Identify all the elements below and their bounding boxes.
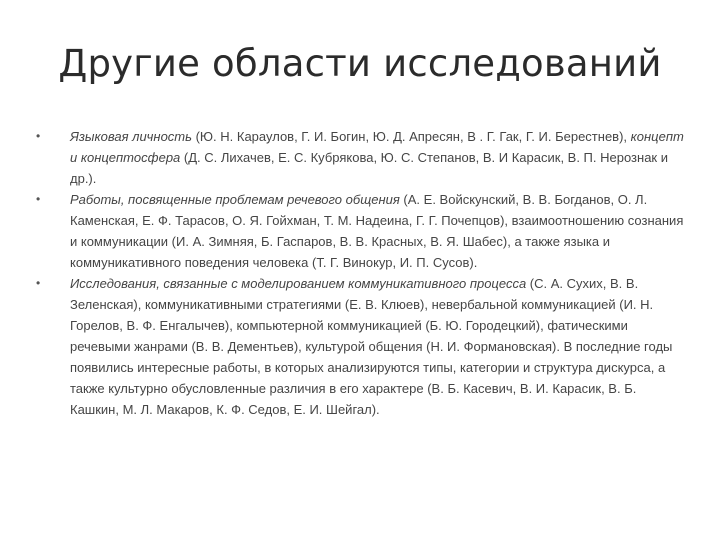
bullet-1-term-2: концепт и концептосфера — [70, 129, 684, 165]
bullet-item-1 — [36, 126, 686, 189]
bullet-item-2 — [36, 189, 686, 273]
bullet-list — [36, 126, 686, 420]
bullet-1-text-2: (Д. С. Лихачев, Е. С. Кубрякова, Ю. С. Степанов, В. И Карасик, В. П. Нерознак и др.). — [70, 150, 668, 186]
bullet-3-term-1: Исследования, связанные с моделированием коммуникативного процесса — [70, 276, 527, 291]
bullet-item-3 — [36, 273, 686, 420]
bullet-marker: • — [36, 129, 41, 143]
bullet-3-text-1: (С. А. Сухих, В. В. Зеленская), коммуникативными стратегиями (Е. В. Клюев), невербальной коммуникацией (И. Н. Горелов, В. Ф. Енгалычев), компьютерной коммуникацией (Б. Ю. Городецкий), фатическими речевыми жанрами (В. В. Дементьев), культурой общения (Н. И. Формановская). В последние годы появились интересные работы, в которых анализируются типы, категории и структура дискурса, а также культурно обусловленные различия в его характере (В. Б. Касевич, В. И. Карасик, В. Б. Кашкин, М. Л. Макаров, К. Ф. Седов, Е. И. Шейгал). — [70, 276, 673, 417]
bullet-marker: • — [36, 276, 41, 290]
bullet-2-text-1: (А. Е. Войскунский, В. В. Богданов, О. Л. Каменская, Е. Ф. Тарасов, О. Я. Гойхман, Т. М. Надеина, Г. Г. Почепцов), взаимоотношению сознания и коммуникации (И. А. Зимняя, Б. Гаспаров, В. В. Красных, В. Я. Шабес), а также языка и коммуникативного поведения человека (Т. Г. Винокур, И. П. Сусов). — [70, 192, 684, 270]
bullet-2-term-1: Работы, посвященные проблемам речевого общения — [70, 192, 400, 207]
bullet-1-text-1: (Ю. Н. Караулов, Г. И. Богин, Ю. Д. Апресян, В . Г. Гак, Г. И. Берестнев), — [191, 129, 631, 144]
slide-title: Другие области исследований — [58, 42, 662, 85]
bullet-1-term-1: Языковая личность — [70, 129, 192, 144]
bullet-marker: • — [36, 192, 41, 206]
